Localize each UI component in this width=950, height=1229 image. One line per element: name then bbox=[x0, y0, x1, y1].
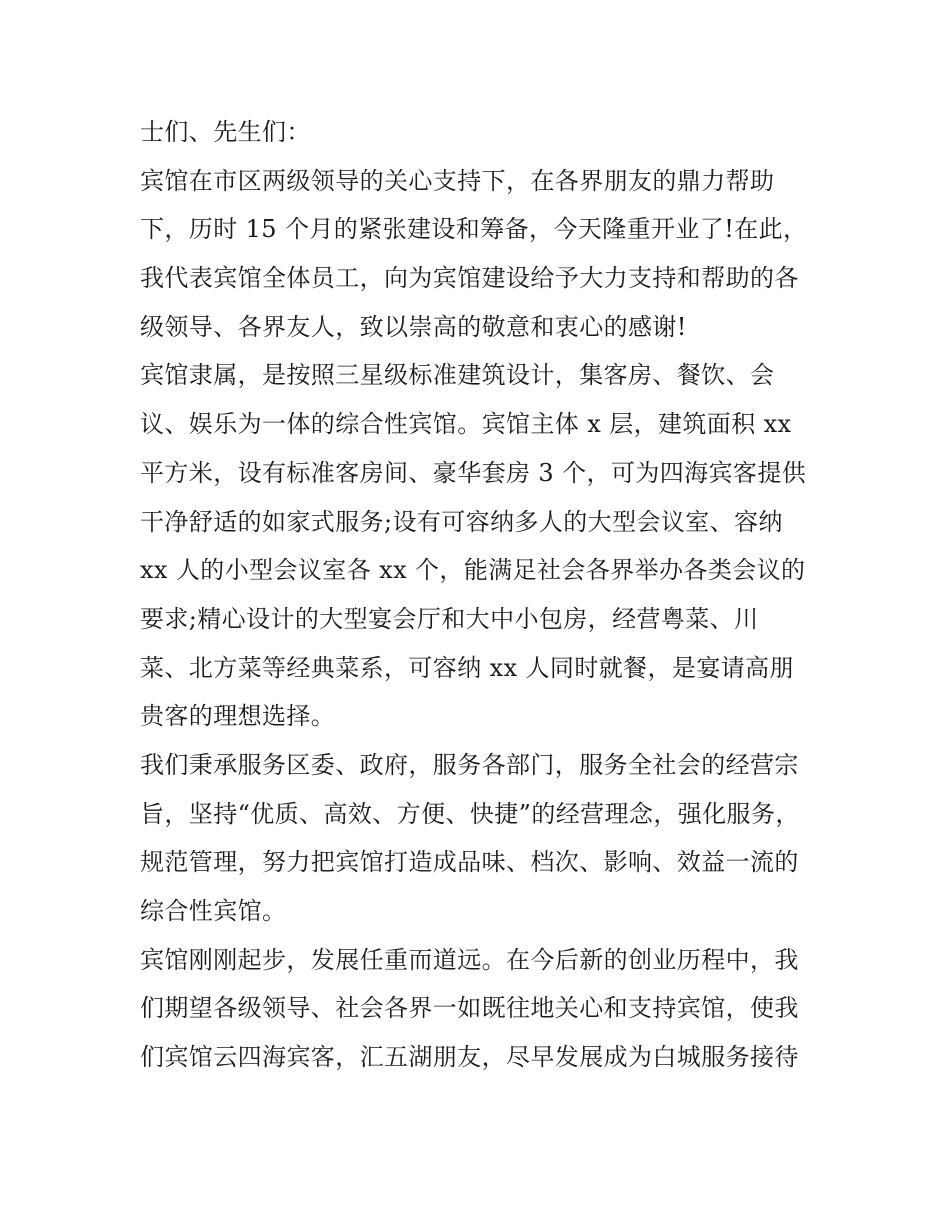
text-line: 综合性宾馆。 bbox=[140, 897, 287, 925]
text-line: 平方米，设有标准客房间、豪华套房 3 个，可为四海宾客提供 bbox=[140, 458, 807, 487]
text-line: 菜、北方菜等经典菜系，可容纳 xx 人同时就餐，是宴请高朋 bbox=[140, 653, 794, 682]
text-line: 下，历时 15 个月的紧张建设和筹备，今天隆重开业了!在此， bbox=[140, 215, 808, 244]
text-line: 干净舒适的如家式服务;设有可容纳多人的大型会议室、容纳 bbox=[140, 507, 783, 536]
text-line: 我们秉承服务区委、政府，服务各部门，服务全社会的经营宗 bbox=[140, 750, 799, 779]
text-line: 宾馆在市区两级领导的关心支持下，在各界朋友的鼎力帮助 bbox=[140, 166, 775, 195]
text-line: 要求;精心设计的大型宴会厅和大中小包房，经营粤菜、川 bbox=[140, 604, 759, 633]
text-line: 我代表宾馆全体员工，向为宾馆建设给予大力支持和帮助的各 bbox=[140, 264, 799, 293]
text-line: xx 人的小型会议室各 xx 个，能满足社会各界举办各类会议的 bbox=[140, 556, 806, 585]
text-line: 级领导、各界友人，致以崇高的敬意和衷心的感谢! bbox=[140, 312, 687, 341]
text-line: 士们、先生们： bbox=[140, 118, 311, 146]
text-line: 议、娱乐为一体的综合性宾馆。宾馆主体 x 层，建筑面积 xx bbox=[140, 410, 792, 439]
text-line: 们期望各级领导、社会各界一如既往地关心和支持宾馆，使我 bbox=[140, 994, 799, 1023]
text-line: 旨，坚持“优质、高效、方便、快捷”的经营理念，强化服务， bbox=[140, 799, 800, 828]
document-body bbox=[140, 108, 820, 1082]
text-line: 宾馆刚刚起步，发展任重而道远。在今后新的创业历程中，我 bbox=[140, 945, 799, 974]
text-line: 贵客的理想选择。 bbox=[140, 702, 336, 731]
text-line: 们宾馆云四海宾客，汇五湖朋友，尽早发展成为白城服务接待 bbox=[140, 1043, 799, 1072]
text-line: 规范管理，努力把宾馆打造成品味、档次、影响、效益一流的 bbox=[140, 848, 799, 877]
text-line: 宾馆隶属，是按照三星级标准建筑设计，集客房、餐饮、会 bbox=[140, 361, 775, 390]
